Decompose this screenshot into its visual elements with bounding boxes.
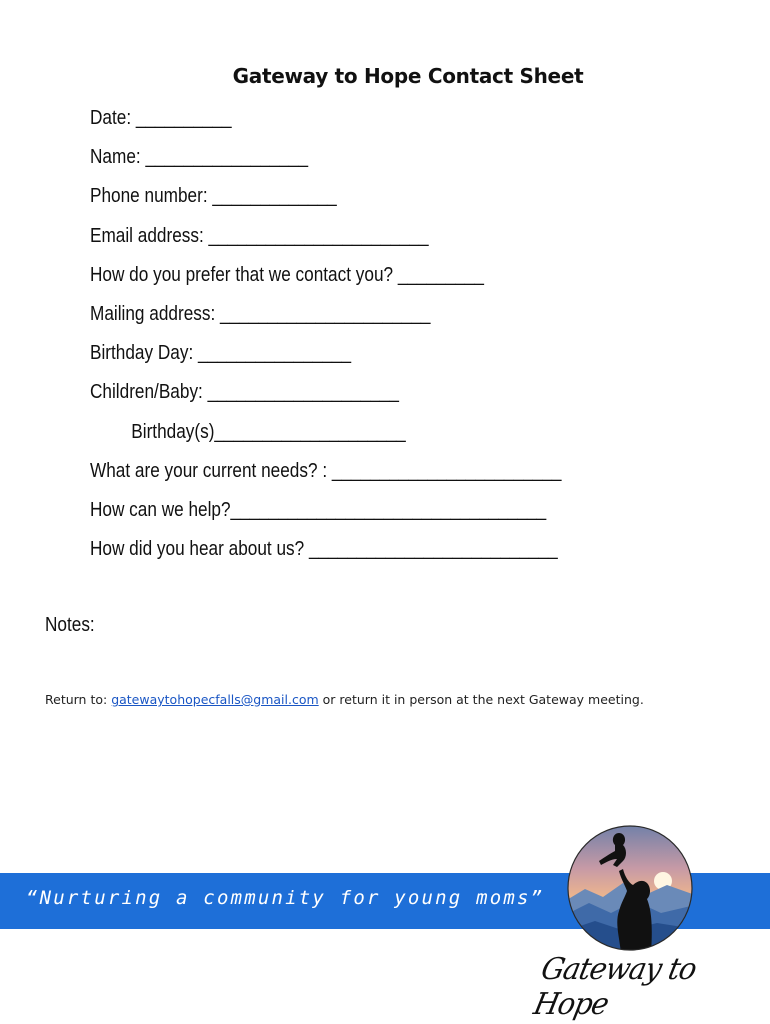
form-field-line: How do you prefer that we contact you? _________	[90, 263, 484, 286]
form-field-line: Birthday(s)____________________	[131, 420, 406, 443]
return-instructions	[45, 692, 644, 707]
brand-signature: Gateway to Hope	[530, 952, 700, 1022]
form-field-line: How did you hear about us? __________________________	[90, 538, 558, 561]
return-email-link[interactable]: gatewaytohopecfalls@gmail.com	[111, 692, 319, 707]
return-prefix: Return to:	[45, 692, 112, 707]
mother-baby-logo-icon	[565, 823, 695, 953]
tagline-text: “Nurturing a community for young moms”	[26, 887, 545, 909]
form-field-line: Birthday Day: ________________	[90, 342, 352, 365]
form-field-line: Date: __________	[90, 107, 232, 129]
form-field-line: Email address: _______________________	[90, 224, 429, 247]
form-field-line: What are your current needs? : ________________________	[90, 459, 562, 482]
form-field-line: Name: _________________	[90, 146, 309, 169]
form-field-line: Mailing address: ______________________	[90, 302, 431, 325]
form-field-line: How can we help?_________________________________	[90, 498, 547, 521]
contact-field-list	[90, 104, 638, 574]
return-suffix: or return it in person at the next Gateway meeting.	[318, 692, 644, 707]
page-title: Gateway to Hope Contact Sheet	[232, 64, 584, 88]
form-field-line: Children/Baby: ____________________	[90, 381, 399, 404]
notes-label: Notes:	[45, 614, 95, 636]
form-field-line: Phone number: _____________	[90, 185, 337, 208]
